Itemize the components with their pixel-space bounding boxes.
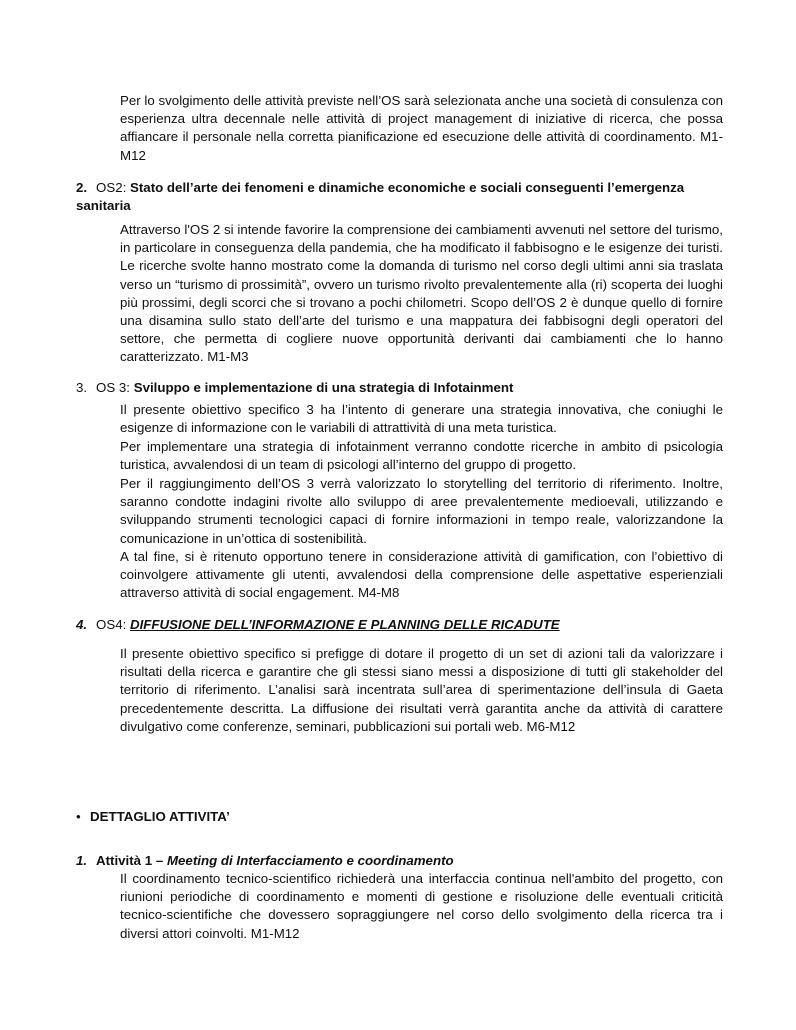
os2-heading (76, 179, 724, 215)
os4-prefix: OS4: (96, 617, 130, 632)
bullet-icon: • (76, 809, 81, 824)
os1-paragraph: Per lo svolgimento delle attività previste nell’OS sarà selezionata anche una società di consulenza con esperienza ultra decennale nelle attività di project management di iniziative di ricerca, che possa affiancare il personale nella corretta pianificazione ed esecuzione delle attività di coordinamento. M1-M12 (120, 93, 723, 163)
os2-prefix: OS2: (96, 180, 130, 195)
os2-number: 2. (76, 180, 88, 195)
attivita1-paragraph: Il coordinamento tecnico-scientifico richiederà una interfaccia continua nell'ambito del progetto, con riunioni periodiche di coordinamento e momenti di gestione e risoluzione delle eventuali criticità tecnico-scientifiche che dovessero sopraggiungere nel corso dello svolgimento della ricerca tra i diversi attori coinvolti. M1-M12 (120, 871, 723, 941)
os4-title: DIFFUSIONE DELL’INFORMAZIONE E PLANNING DELLE RICADUTE (130, 617, 560, 632)
os3-prefix: OS 3: (96, 380, 134, 395)
os3-title: Sviluppo e implementazione di una strategia di Infotainment (133, 380, 514, 395)
dettaglio-title: DETTAGLIO ATTIVITA’ (90, 809, 230, 824)
os4-paragraph: Il presente obiettivo specifico si prefigge di dotare il progetto di un set di azioni tali da valorizzare i risultati della ricerca e garantire che gli stessi siano messi a disposizione di tutti gli stakeholder del territorio di riferimento. L’analisi sarà incentrata sull’area di sperimentazione dell’insula di Gaeta precedentemente descritta. La diffusione dei risultati verrà garantita anche da attività di carattere divulgativo come conferenze, seminari, pubblicazioni sui portali web. M6-M12 (120, 646, 723, 734)
os3-paragraph-1: Il presente obiettivo specifico 3 ha l’intento di generare una strategia innovativa, che coniughi le esigenze di informazione con le variabili di attrattività di una meta turistica. (120, 402, 723, 436)
os3-paragraph-3: Per il raggiungimento dell’OS 3 verrà valorizzato lo storytelling del territorio di riferimento. Inoltre, saranno condotte indagini rivolte allo sviluppo di aree prevalentemente medioevali, utilizzando e sviluppando strumenti tecnologici capaci di fornire informazioni in tempo reale, valorizzandone la comunicazione in un’ottica di sostenibilità. (120, 476, 723, 546)
os4-number: 4. (76, 617, 88, 632)
os2-title: Stato dell’arte dei fenomeni e dinamiche economiche e sociali conseguenti l’emergenza sanitaria (76, 180, 685, 214)
attivita1-heading (76, 852, 724, 870)
os2-paragraph: Attraverso l'OS 2 si intende favorire la comprensione dei cambiamenti avvenuti nel settore del turismo, in particolare in conseguenza della pandemia, che ha modificato il fabbisogno e le esigenze dei turisti. Le ricerche svolte hanno mostrato come la domanda di turismo nel corso degli ultimi anni sia traslata verso un “turismo di prossimità”, ovvero un turismo rivolto prevalentemente alla (ri) scoperta dei luoghi più prossimi, degli scorci che si trovano a pochi chilometri. Scopo dell’OS 2 è dunque quello di fornire una disamina sullo stato dell’arte del turismo e una mappatura dei fabbisogni degli operatori del settore, che permetta di cogliere nuove opportunità derivanti dai cambiamenti che lo hanno caratterizzato. M1-M3 (120, 222, 723, 365)
os3-heading (76, 379, 724, 397)
os3-paragraph-2: Per implementare una strategia di infotainment verranno condotte ricerche in ambito di psicologia turistica, avvalendosi di un team di psicologi all’interno del gruppo di progetto. (120, 439, 723, 473)
os4-heading (76, 616, 724, 634)
attivita1-number: 1. (76, 853, 88, 868)
attivita1-prefix: Attività 1 – (96, 853, 167, 868)
attivita1-title: Meeting di Interfacciamento e coordinamento (166, 853, 454, 868)
dettaglio-heading (76, 808, 230, 826)
os3-number: 3. (76, 380, 88, 395)
os3-paragraph-4: A tal fine, si è ritenuto opportuno tenere in considerazione attività di gamification, con l’obiettivo di coinvolgere attivamente gli utenti, avvalendosi della comprensione delle aspettative esperienziali attraverso attività di social engagement. M4-M8 (120, 549, 723, 601)
